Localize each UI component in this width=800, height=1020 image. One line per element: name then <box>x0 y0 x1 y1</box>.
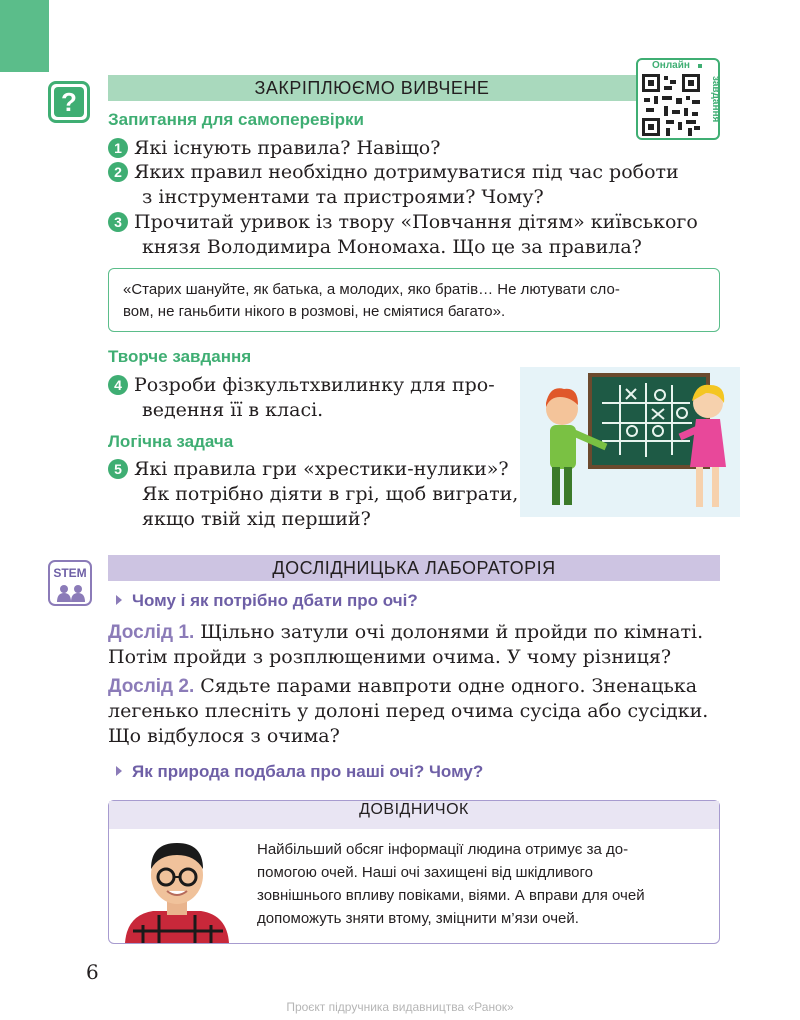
experiment-2: Дослід 2. Сядьте парами навпроти одне одного. Зненацька <box>108 675 698 697</box>
question-text: Які правила гри «хрестики-нулики»? <box>134 458 509 480</box>
question-5-cont: Як потрібно діяти в грі, щоб виграти, <box>142 483 519 505</box>
experiment-label: Дослід 2. <box>108 676 195 697</box>
stem-label: STEM <box>53 566 87 580</box>
quote-box <box>108 268 720 332</box>
number-badge: 1 <box>108 138 128 158</box>
quote-line: вом, не ганьбити нікого в розмові, не сміятися багато». <box>123 303 506 320</box>
question-3 <box>108 210 698 234</box>
number-badge: 4 <box>108 375 128 395</box>
question-text: Прочитай уривок із твору «Повчання дітям» київського <box>134 211 698 233</box>
reference-title: ДОВІДНИЧОК <box>109 801 719 829</box>
experiment-1-cont: Потім пройди з розплющеними очима. У чому різниця? <box>108 646 672 668</box>
lab-question-1: Чому і як потрібно дбати про очі? <box>116 591 418 611</box>
triangle-bullet-icon <box>116 766 122 776</box>
experiment-2-cont: Що відбулося з очима? <box>108 725 340 747</box>
question-text: Які існують правила? Навіщо? <box>134 137 441 159</box>
tic-tac-toe-illustration <box>520 367 740 517</box>
creative-task-heading: Творче завдання <box>108 347 252 366</box>
experiment-1: Дослід 1. Щільно затули очі долонями й пройди по кімнаті. <box>108 621 704 643</box>
question-text: Розроби фізкультхвилинку для про- <box>134 374 495 396</box>
question-3-cont: князя Володимира Мономаха. Що це за правила? <box>142 236 642 258</box>
children-at-board-image <box>520 367 740 517</box>
question-4-cont: ведення її в класі. <box>142 399 324 421</box>
question-2-cont: з інструментами та пристроями? Чому? <box>142 186 544 208</box>
section-title-consolidate: ЗАКРІПЛЮЄМО ВИВЧЕНЕ <box>108 75 636 101</box>
tasks-label-vertical <box>702 74 721 138</box>
question-5-cont: якщо твій хід перший? <box>142 508 371 530</box>
question-4 <box>108 373 495 397</box>
tasks-label: завдання <box>710 76 721 123</box>
self-check-heading: Запитання для самоперевірки <box>108 110 364 129</box>
question-5 <box>108 457 509 481</box>
reference-line: Найбільший обсяг інформації людина отримує за до- <box>257 841 629 858</box>
stem-icon <box>48 560 92 606</box>
quote-line: «Старих шануйте, як батька, а молодих, яко братів… Не лютувати сло- <box>123 281 620 298</box>
reference-box <box>108 800 720 944</box>
question-icon: ? <box>48 81 90 123</box>
reference-line: помогою очей. Наші очі захищені від шкідливого <box>257 864 593 881</box>
section-title-lab: ДОСЛІДНИЦЬКА ЛАБОРАТОРІЯ <box>108 555 720 581</box>
experiment-label: Дослід 1. <box>108 622 195 643</box>
online-tasks-qr[interactable] <box>636 58 720 140</box>
question-2 <box>108 160 679 184</box>
triangle-bullet-icon <box>116 595 122 605</box>
qr-code-icon <box>642 74 700 136</box>
lab-question-2: Як природа подбала про наші очі? Чому? <box>116 762 483 782</box>
question-text: Яких правил необхідно дотримуватися під час роботи <box>134 161 679 183</box>
page-number: 6 <box>86 960 99 984</box>
corner-tab <box>0 0 49 72</box>
number-badge: 5 <box>108 459 128 479</box>
number-badge: 2 <box>108 162 128 182</box>
question-1 <box>108 136 440 160</box>
online-label: Онлайн <box>652 60 690 71</box>
experiment-2-cont: легенько плесніть у долоні перед очима сусіда або сусідки. <box>108 700 709 722</box>
number-badge: 3 <box>108 212 128 232</box>
footer-note: Проєкт підручника видавництва «Ранок» <box>286 1000 514 1014</box>
dot-icon <box>698 64 702 68</box>
reference-line: зовнішнього впливу повіками, віями. А вправи для очей <box>257 887 645 904</box>
boy-with-glasses-photo <box>123 835 231 943</box>
logic-task-heading: Логічна задача <box>108 432 234 451</box>
reference-line: допоможуть зняти втому, зміцнити м’язи очей. <box>257 910 579 927</box>
people-icon <box>56 584 86 602</box>
